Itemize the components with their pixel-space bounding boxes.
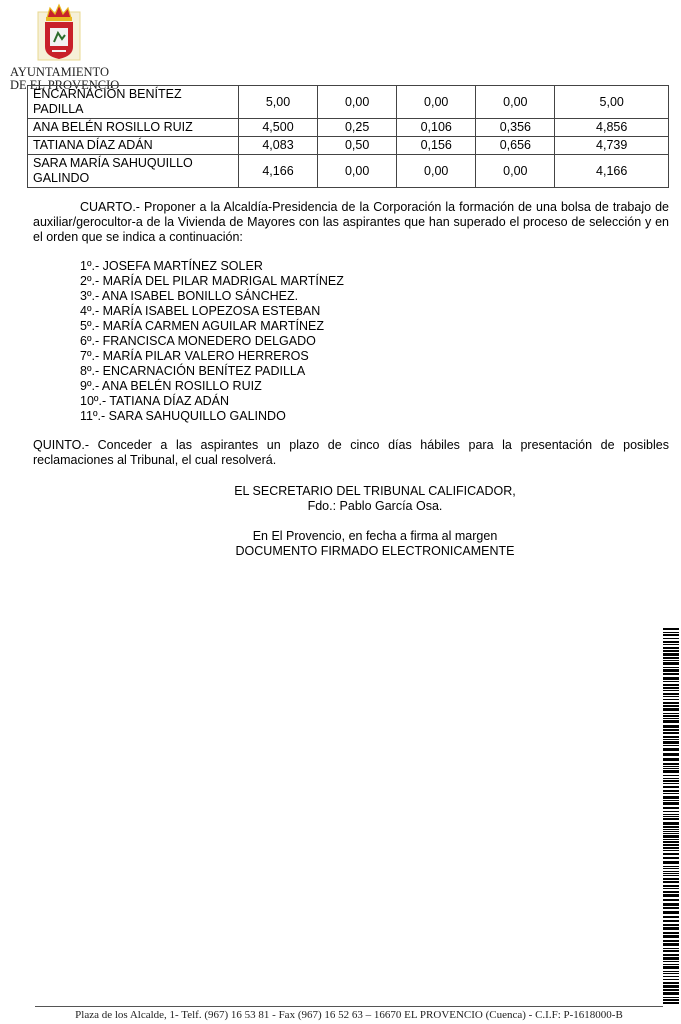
signature-place-block [190,529,560,559]
score-cell: 0,156 [397,137,476,155]
list-item: 1º.- JOSEFA MARTÍNEZ SOLER [80,259,263,273]
scores-table [27,85,669,188]
candidate-name: SARA MARÍA SAHUQUILLO [33,156,193,170]
score-cell: 0,00 [476,86,555,119]
list-item: 2º.- MARÍA DEL PILAR MADRIGAL MARTÍNEZ [80,274,344,288]
total-cell: 4,739 [555,137,669,155]
candidate-name-cont: GALINDO [33,171,90,185]
footer-divider [35,1006,663,1007]
score-cell: 0,106 [397,119,476,137]
score-cell: 4,500 [238,119,317,137]
score-cell: 4,166 [238,155,317,188]
score-cell: 0,00 [318,86,397,119]
signature-place: En El Provencio, en fecha a firma al margen [252,529,498,543]
electronic-signature-note: DOCUMENTO FIRMADO ELECTRONICAMENTE [235,544,515,558]
score-cell: 0,656 [476,137,555,155]
list-item: 7º.- MARÍA PILAR VALERO HERREROS [80,349,309,363]
candidate-name-cell [28,86,239,119]
score-cell: 5,00 [238,86,317,119]
list-item: 6º.- FRANCISCA MONEDERO DELGADO [80,334,316,348]
list-item: 4º.- MARÍA ISABEL LOPEZOSA ESTEBAN [80,304,321,318]
org-line-2: DE EL PROVENCIO [10,78,120,92]
signer-name: Fdo.: Pablo García Osa. [307,499,443,513]
total-cell: 4,856 [555,119,669,137]
org-line-1: AYUNTAMIENTO [10,65,109,79]
footer-address: Plaza de los Alcalde, 1- Telf. (967) 16 53 81 - Fax (967) 16 52 63 – 16670 EL PROVENCIO (Cuenca) - C.I.F: P-1618000-B [75,1009,623,1021]
list-item: 3º.- ANA ISABEL BONILLO SÁNCHEZ. [80,289,299,303]
score-cell: 0,25 [318,119,397,137]
ranking-list [80,259,344,424]
list-item: 5º.- MARÍA CARMEN AGUILAR MARTÍNEZ [80,319,324,333]
score-cell: 0,50 [318,137,397,155]
score-cell: 0,00 [397,86,476,119]
candidate-name-cell: ANA BELÉN ROSILLO RUIZ [28,119,239,137]
list-item: 10º.- TATIANA DÍAZ ADÁN [80,394,230,408]
score-cell: 0,00 [476,155,555,188]
total-cell: 4,166 [555,155,669,188]
table-row [28,86,669,119]
score-cell: 4,083 [238,137,317,155]
quinto-paragraph [33,438,669,468]
candidate-name-cont: PADILLA [33,102,84,116]
table-row [28,137,669,155]
municipal-coat-of-arms-icon [30,2,88,62]
cuarto-text: CUARTO.- Proponer a la Alcaldía-Presidencia de la Corporación la formación de una bolsa de trabajo de auxiliar/gerocultor-a de la Vivienda de Mayores con las aspirantes que han superado el proceso de selección y en el orden que se indica a continuación: [33,200,669,244]
cuarto-paragraph [33,200,669,245]
candidate-name-cell [28,155,239,188]
candidate-name-cell: TATIANA DÍAZ ADÁN [28,137,239,155]
list-item: 8º.- ENCARNACIÓN BENÍTEZ PADILLA [80,364,306,378]
total-cell: 5,00 [555,86,669,119]
score-cell: 0,356 [476,119,555,137]
score-cell: 0,00 [397,155,476,188]
signer-role: EL SECRETARIO DEL TRIBUNAL CALIFICADOR, [234,484,516,498]
barcode-icon [663,628,679,1008]
signature-block [190,484,560,514]
table-row [28,155,669,188]
quinto-text: QUINTO.- Conceder a las aspirantes un plazo de cinco días hábiles para la presentación de posibles reclamaciones al Tribunal, el cual resolverá. [33,438,669,467]
list-item: 11º.- SARA SAHUQUILLO GALINDO [80,409,286,423]
candidate-name: ENCARNACIÓN BENÍTEZ [33,87,182,101]
table-row [28,119,669,137]
list-item: 9º.- ANA BELÉN ROSILLO RUIZ [80,379,262,393]
score-cell: 0,00 [318,155,397,188]
